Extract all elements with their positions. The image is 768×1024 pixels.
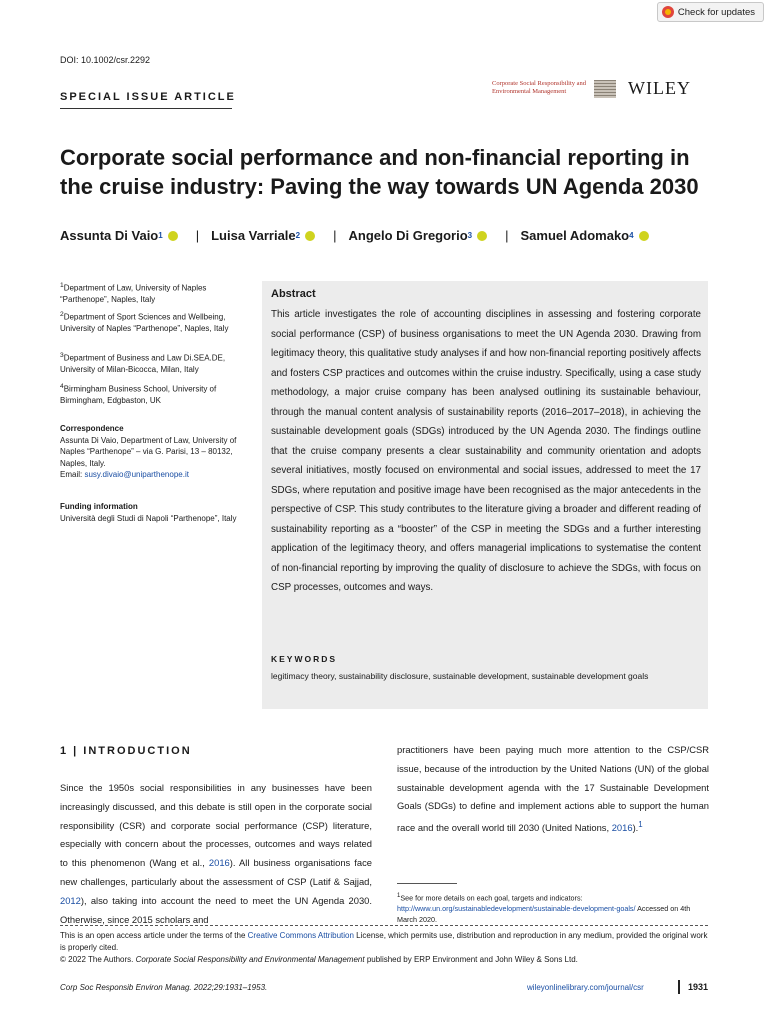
author-name[interactable]: Angelo Di Gregorio — [348, 228, 468, 243]
author-sup: 1 — [158, 231, 163, 240]
orcid-icon[interactable] — [477, 231, 487, 241]
page-number: 1931 — [688, 982, 709, 992]
orcid-icon[interactable] — [639, 231, 649, 241]
keywords-heading: KEYWORDS — [271, 654, 338, 664]
journal-logo — [492, 80, 616, 98]
correspondence — [60, 423, 240, 481]
email-link[interactable]: susy.divaio@uniparthenope.it — [84, 470, 189, 479]
footer-journal-url[interactable]: wileyonlinelibrary.com/journal/csr — [527, 983, 644, 992]
footnote-divider — [397, 883, 457, 884]
author-list — [60, 228, 720, 243]
funding-text: Università degli Studi di Napoli “Parthenope”, Italy — [60, 513, 237, 523]
author-name[interactable]: Assunta Di Vaio — [60, 228, 159, 243]
author-sup: 4 — [629, 231, 634, 240]
author-separator: | — [505, 228, 509, 243]
article-title: Corporate social performance and non-financial reporting in the cruise industry: Paving the way towards UN Agenda 2030 — [60, 145, 699, 199]
citation-link[interactable]: 2016 — [208, 857, 230, 869]
citation-link[interactable]: 2016 — [611, 822, 633, 834]
doi: DOI: 10.1002/csr.2292 — [60, 55, 151, 65]
cc-license-link[interactable]: Creative Commons Attribution — [247, 931, 354, 940]
footnote-url[interactable]: http://www.un.org/sustainabledevelopment/sustainable-development-goals/ — [397, 904, 636, 914]
abstract-heading: Abstract — [271, 288, 316, 300]
publisher-logo: WILEY — [628, 78, 691, 98]
author-separator: | — [195, 228, 200, 243]
author-sup: 3 — [467, 231, 473, 240]
license-notice: This is an open access article under the terms of the Creative Commons Attribution License, which permits use, distribution and reproduction in any medium, provided the original work is properly cited. © 2022 The Authors. Corporate Social Responsibility and Environmental Management published by ERP Environment and John Wiley & Sons Ltd. — [60, 931, 708, 964]
affiliation-4: $^4$Birmingham Business School, University of Birmingham, Edgbaston, UK — [60, 383, 217, 406]
correspondence-heading: Correspondence — [60, 424, 124, 433]
section-label: SPECIAL ISSUE ARTICLE — [60, 91, 236, 103]
footer-divider — [678, 980, 680, 994]
orcid-icon[interactable] — [305, 231, 315, 241]
journal-cover-image — [594, 80, 616, 98]
crossmark-icon — [662, 6, 674, 18]
author-name[interactable]: Samuel Adomako — [520, 228, 630, 243]
section-divider — [60, 108, 232, 109]
author-name[interactable]: Luisa Varriale — [211, 228, 296, 243]
email-label: Email: — [60, 470, 83, 479]
affiliation-1: $^1$Department of Law, University of Naples “Parthenope”, Naples, Italy — [60, 282, 207, 305]
keywords: legitimacy theory, sustainability disclosure, sustainable development, sustainable development goals — [271, 671, 649, 681]
intro-left-column: Since the 1950s social responsibilities in any businesses have been increasingly discussed, and this debate is still open in the corporate social responsibility (CSR) and corporate social performance (CSP) literature, especially with concern about the processes, outcomes and ways related to this phenomenon (Wang et al., 2016). All business organisations face new challenges, particularly about the assessment of CSP (Latif & Sajjad, 2012), also taking into account the need to meet the UN Agenda 2030. Otherwise, since 2015 scholars and — [60, 782, 372, 925]
journal-logo-text: Corporate Social Responsibility and Environmental Management — [492, 80, 587, 95]
funding — [60, 501, 240, 524]
check-updates-button[interactable] — [657, 2, 764, 22]
intro-right-column: practitioners have been paying much more attention to the CSP/CSR issue, because of the introduction by the United Nations (UN) of the global sustainable development agenda with the 17 Sustainable Development Goals (SDGs) to define and implement actions able to support the human race and the overall world till 2030 (United Nations, 2016).$^1$ — [397, 744, 709, 834]
author-sup: 2 — [295, 231, 301, 240]
check-updates-label: Check for updates — [677, 6, 755, 18]
footnote-ref[interactable]: 1 — [638, 820, 643, 830]
funding-heading: Funding information — [60, 502, 138, 511]
citation-link[interactable]: 2012 — [60, 894, 81, 906]
footnote: $^1$See for more details on each goal, targets and indicators: http://www.un.org/sustainabledevelopment/sustainable-development-goals/ Accessed on 4th March 2020. — [397, 893, 691, 925]
author-separator: | — [333, 228, 337, 243]
footer-citation: Corp Soc Responsib Environ Manag. 2022;29:1931–1953. — [60, 983, 268, 992]
affiliation-3: $^3$Department of Business and Law Di.SEA.DE, University of Milan-Bicocca, Milan, Italy — [60, 352, 226, 375]
abstract-text: This article investigates the role of accounting disciplines in assessing and fostering corporate social performance (CSP) of business organisations to meet the UN Agenda 2030. Drawing from legitimacy theory, this qualitative study analyses if and how non-financial reporting positively affects and fosters CSP practices and outcomes within the cruise industry. Specifically, using a case study methodology, a major cruise company has been analysed outlining its sustainable behaviour, through the manual content analysis of sustainability reports (2016–2017–2018), in achieving the sustainable development goals (SDGs) introduced by the UN Agenda 2030. The findings outline that the cruise company presents a clear sustainability and community orientation and adopts several initiatives, mostly focused on environmental and social issues, addressed to meet the 17 SDGs, where reputation and positive image have been recognised as the major antecedents in the perspective of CSP. This study contributes to the literature giving a broader and different reading of sustainability reporting as a “booster” of the CSP in meeting the SDGs and a further interesting application of the legitimacy theory, and offers managerial implications to systematise the content of non-financial reporting by improving the quality of disclosure to achieve the SDGs, with focus on CSP processes, outcomes and ways. — [271, 309, 701, 593]
intro-heading: 1 | INTRODUCTION — [60, 745, 192, 757]
affiliation-2: $^2$Department of Sport Sciences and Wellbeing, University of Naples “Parthenope”, Naples, Italy — [60, 311, 229, 334]
license-divider — [60, 925, 708, 926]
orcid-icon[interactable] — [168, 231, 178, 241]
correspondence-text: Assunta Di Vaio, Department of Law, University of Naples “Parthenope” – via G. Parisi, 13 – 80132, Naples, Italy. — [60, 435, 237, 468]
